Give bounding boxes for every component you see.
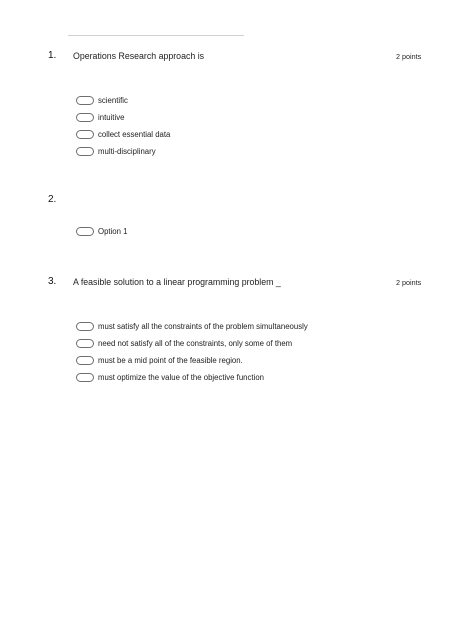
answer-options <box>76 223 127 240</box>
answer-options <box>76 92 170 160</box>
question-text: Operations Research approach is <box>73 51 205 61</box>
radio-button[interactable] <box>76 373 94 382</box>
answer-option[interactable] <box>76 352 308 369</box>
radio-button[interactable] <box>76 147 94 156</box>
question-number: 3. <box>48 276 57 287</box>
answer-option[interactable] <box>76 143 170 160</box>
option-label: must satisfy all the constraints of the problem simultaneously <box>98 322 308 331</box>
question-number: 2. <box>48 194 57 205</box>
answer-option[interactable] <box>76 318 308 335</box>
top-divider <box>68 35 244 36</box>
option-label: intuitive <box>98 113 125 122</box>
radio-button[interactable] <box>76 227 94 236</box>
question-number: 1. <box>48 50 57 61</box>
option-label: collect essential data <box>98 130 171 139</box>
answer-options <box>76 318 308 386</box>
option-label: must be a mid point of the feasible region. <box>98 356 243 365</box>
option-label: multi-disciplinary <box>98 147 156 156</box>
radio-button[interactable] <box>76 356 94 365</box>
radio-button[interactable] <box>76 96 94 105</box>
question-points: 2 points <box>396 278 422 287</box>
answer-option[interactable] <box>76 335 308 352</box>
question-text: A feasible solution to a linear programming problem _ <box>73 277 281 287</box>
answer-option[interactable] <box>76 109 170 126</box>
radio-button[interactable] <box>76 130 94 139</box>
radio-button[interactable] <box>76 322 94 331</box>
option-label: must optimize the value of the objective function <box>98 373 264 382</box>
option-label: scientific <box>98 96 128 105</box>
radio-button[interactable] <box>76 113 94 122</box>
answer-option[interactable] <box>76 126 170 143</box>
answer-option[interactable] <box>76 223 127 240</box>
answer-option[interactable] <box>76 369 308 386</box>
answer-option[interactable] <box>76 92 170 109</box>
option-label: Option 1 <box>98 227 128 236</box>
question-points: 2 points <box>396 52 422 61</box>
option-label: need not satisfy all of the constraints, only some of them <box>98 339 293 348</box>
radio-button[interactable] <box>76 339 94 348</box>
